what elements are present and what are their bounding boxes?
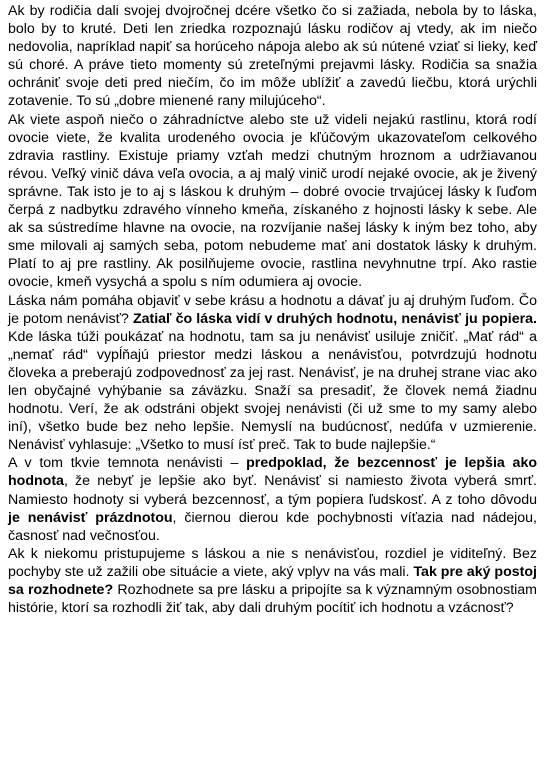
paragraph-3-text-b: Kde láska túži poukázať na hodnotu, tam sa ju nenávisť usiluje zničiť. „Mať rád“ a „nemať rád“ vypĺňajú priestor medzi láskou a nenávisťou, potvrdzujú hodnotu človeka a preberajú zodpovednosť za jej rast. Nenávisť, je na druhej strane viac ako len obyčajné vyhýbanie sa záväzku. Snaží sa presadiť, že človek nemá žiadnu hodnotu. Verí, že ak odstráni objekt svojej nenávisti (či už sme to my samy alebo iní), všetko bude bez neho lepšie. Nemyslí na budúcnosť, nedúfa v uzmierenie. Nenávisť vyhlasuje: „Všetko to musí ísť preč. Tak to bude najlepšie.“ xyxy=(8,328,537,454)
paragraph-4 xyxy=(8,454,537,544)
paragraph-5-text-b: Rozhodnete sa pre lásku a pripojíte sa k významným osobnostiam histórie, ktorí sa rozhodli žiť tak, aby dali druhým pocítiť ich hodnotu a vzácnosť? xyxy=(8,582,538,617)
paragraph-3-text-a: Láska nám pomáha objaviť v sebe krásu a hodnotu a dávať ju aj druhým ľuďom. Čo je potom nenávisť? xyxy=(8,292,537,327)
paragraph-5-text-a: Ak k niekomu pristupujeme s láskou a nie s nenávisťou, rozdiel je viditeľný. Bez pochyby ste už zažili obe situácie a viete, aký vplyv na vás mali. xyxy=(8,545,537,580)
paragraph-3-emphasis: Zatiaľ čo láska vidí v druhých hodnotu, nenávisť ju popiera. xyxy=(132,310,537,327)
paragraph-1 xyxy=(8,2,537,111)
paragraph-5 xyxy=(8,545,537,617)
paragraph-4-text-c: , čiernou dierou kde pochybnosti víťazia nad nádejou, časnosť nad večnosťou. xyxy=(8,509,537,544)
paragraph-1-text: Ak by rodičia dali svojej dvojročnej dcére všetko čo si zažiada, nebola by to láska, bolo by to kruté. Deti len zriedka rozpoznajú lásku rodičov aj vtedy, ak im niečo nedovolia, napríklad napiť sa horúceho nápoja alebo ak sú nútené vziať si lieky, keď sú choré. A práve tieto momenty sú zreteľnými prejavmi lásky. Rodičia sa snažia ochrániť svoje deti pred niečím, čo im môže ublížiť a zavedú liečbu, ktorá urýchli zotavenie. To sú „dobre mienené rany milujúceho“. xyxy=(8,3,537,110)
paragraph-3 xyxy=(8,292,537,455)
paragraph-2-text: Ak viete aspoň niečo o záhradníctve alebo ste už videli nejakú rastlinu, ktorá rodí ovocie viete, že kvalita urodeného ovocia je kľúčovým ukazovateľom celkového zdravia rastliny. Existuje priamy vzťah medzi chutným hroznom a udržiavanou révou. Veľký vinič dáva veľa ovocia, a aj malý vinič urodí nejaké ovocie, ak je živený správne. Tak isto je to aj s láskou k druhým – dobré ovocie trvajúcej lásky k ľuďom čerpá z nadbytku zdravého vínneho kmeňa, získaného z hojnosti lásky k sebe. Ale ak sa sústredíme hlavne na ovocie, na rozvíjanie našej lásky k iným bez toho, aby sme milovali aj samých seba, potom nebudeme mať ani dostatok lásky k druhým. Platí to aj pre rastliny. Ak posilňujeme ovocie, rastlina nevyhnutne trpí. Ako rastie ovocie, kmeň vysychá a spolu s ním odumiera aj ovocie. xyxy=(8,111,537,291)
paragraph-2 xyxy=(8,111,537,292)
paragraph-5-question: Tak pre aký postoj sa rozhodnete? xyxy=(8,563,537,598)
paragraph-4-text-a: A v tom tkvie temnota nenávisti – xyxy=(8,455,247,472)
paragraph-4-emphasis-2: je nenávisť prázdnotou xyxy=(8,509,173,526)
paragraph-4-text-b: , že nebyť je lepšie ako byť. Nenávisť si namiesto života vyberá smrť. Namiesto hodnoty si vyberá bezcennosť, a tým popiera ľudskosť. A z toho dôvodu xyxy=(8,473,537,508)
paragraph-4-emphasis-1: predpoklad, že bezcennosť je lepšia ako hodnota xyxy=(8,455,537,490)
